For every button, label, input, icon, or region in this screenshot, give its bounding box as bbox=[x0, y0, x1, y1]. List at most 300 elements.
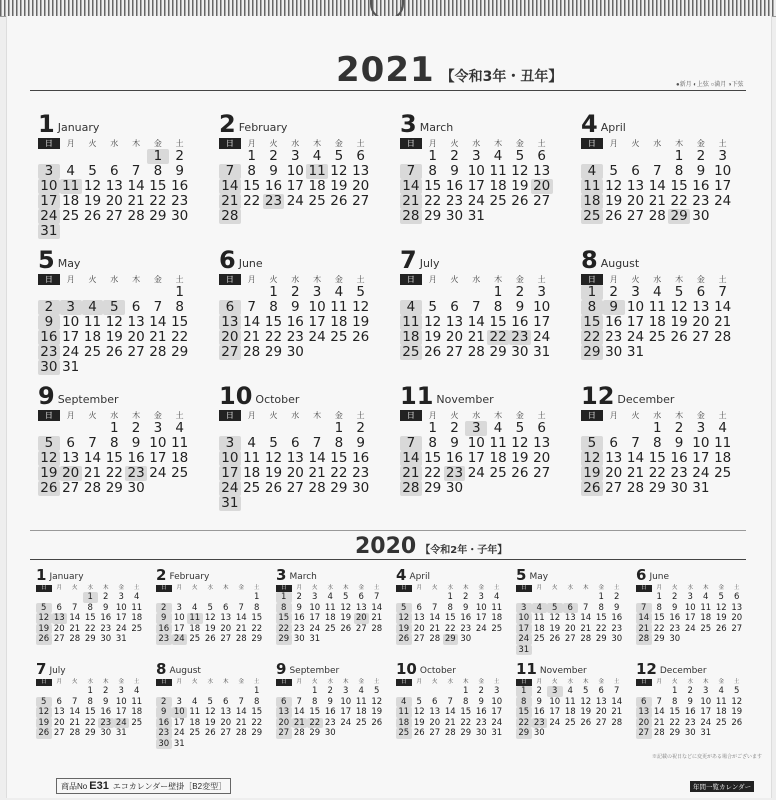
day-cell: 11 bbox=[83, 314, 102, 330]
day-cell: 17 bbox=[516, 624, 532, 635]
empty-cell bbox=[125, 360, 147, 375]
empty-cell bbox=[187, 592, 203, 603]
weekday-label: 金 bbox=[515, 275, 524, 284]
weekday-label: 水 bbox=[110, 411, 119, 420]
day-cell: 15 bbox=[516, 707, 532, 718]
empty-cell bbox=[125, 285, 147, 300]
empty-cell bbox=[82, 496, 104, 511]
weekday-label: 木 bbox=[102, 585, 109, 591]
day-cell: 28 bbox=[467, 344, 485, 360]
day-cell: 18 bbox=[189, 717, 201, 728]
empty-cell bbox=[412, 686, 428, 697]
day-cell: 8 bbox=[428, 435, 437, 451]
empty-cell bbox=[487, 360, 509, 375]
empty-cell bbox=[487, 224, 509, 239]
empty-cell bbox=[636, 686, 652, 697]
day-cell: 3 bbox=[547, 686, 563, 697]
main-year: 2021 bbox=[336, 50, 435, 90]
day-cell: 19 bbox=[549, 623, 561, 634]
month-name: April bbox=[600, 121, 626, 134]
day-cell: 2 bbox=[103, 686, 109, 696]
day-cell: 14 bbox=[83, 450, 102, 466]
day-cell: 15 bbox=[653, 613, 665, 623]
empty-cell bbox=[60, 421, 82, 436]
empty-cell bbox=[67, 686, 83, 697]
day-cell: 22 bbox=[149, 193, 167, 209]
day-cell: 18 bbox=[648, 314, 666, 330]
day-cell: 8 bbox=[175, 299, 184, 315]
month-name: October bbox=[255, 393, 300, 406]
day-cell: 6 bbox=[631, 163, 640, 179]
day-cell: 11 bbox=[189, 707, 201, 717]
day-cell: 26 bbox=[36, 728, 52, 739]
weekday-label: 木 bbox=[582, 585, 589, 591]
day-cell: 8 bbox=[254, 602, 260, 613]
day-cell: 28 bbox=[653, 728, 665, 738]
day-cell: 5 bbox=[38, 436, 60, 451]
day-cell: 12 bbox=[511, 163, 529, 179]
day-cell: 9 bbox=[450, 435, 459, 451]
day-cell: 29 bbox=[84, 728, 96, 738]
empty-cell bbox=[241, 496, 263, 511]
day-cell: 18 bbox=[189, 623, 201, 634]
day-cell: 26 bbox=[511, 465, 529, 481]
day-cell: 11 bbox=[715, 696, 727, 707]
weekday-label: 火 bbox=[311, 585, 318, 591]
empty-cell bbox=[369, 634, 385, 645]
day-cell: 7 bbox=[238, 696, 244, 707]
day-cell: 20 bbox=[429, 717, 441, 728]
day-cell: 30 bbox=[692, 208, 710, 224]
weekday-row bbox=[156, 679, 265, 686]
day-cell: 7 bbox=[432, 602, 438, 613]
day-cell: 23 bbox=[293, 623, 305, 634]
month-november bbox=[516, 662, 625, 749]
empty-cell bbox=[338, 645, 354, 656]
day-cell: 22 bbox=[581, 330, 603, 345]
month-july bbox=[36, 662, 145, 749]
day-cell: 25 bbox=[714, 465, 732, 481]
weekday-label: 木 bbox=[494, 411, 503, 420]
weekday-label: 月 bbox=[56, 585, 62, 591]
empty-cell bbox=[60, 224, 82, 239]
day-cell: 24 bbox=[684, 623, 696, 634]
day-cell: 15 bbox=[84, 707, 96, 717]
empty-cell bbox=[400, 224, 422, 239]
day-cell: 9 bbox=[463, 602, 469, 613]
day-cell: 9 bbox=[156, 613, 172, 624]
day-cell: 21 bbox=[626, 465, 645, 481]
empty-cell bbox=[547, 728, 563, 739]
day-cell: 26 bbox=[340, 623, 352, 634]
day-cell: 27 bbox=[595, 717, 607, 728]
day-cell: 29 bbox=[309, 728, 321, 738]
empty-cell bbox=[328, 360, 350, 375]
day-cell: 27 bbox=[636, 728, 652, 739]
empty-cell bbox=[636, 592, 652, 603]
day-cell: 25 bbox=[131, 623, 143, 634]
weekday-label: 水 bbox=[567, 679, 573, 685]
weekday-label: 水 bbox=[653, 139, 662, 148]
weekday-label: 金 bbox=[515, 139, 524, 148]
empty-cell bbox=[354, 728, 370, 739]
main-year-era: 【令和3年・丑年】 bbox=[440, 69, 563, 85]
month-number: 2 bbox=[156, 566, 167, 584]
day-cell: 8 bbox=[109, 435, 119, 451]
weekday-label: 土 bbox=[537, 275, 546, 284]
day-cell: 30 bbox=[293, 634, 305, 644]
empty-cell bbox=[98, 645, 114, 656]
day-cell: 18 bbox=[533, 623, 545, 634]
day-cell: 3 bbox=[696, 420, 706, 436]
day-grid bbox=[38, 285, 191, 375]
empty-cell bbox=[427, 645, 443, 656]
month-header bbox=[219, 112, 372, 136]
day-cell: 21 bbox=[235, 623, 247, 634]
weekday-label: 土 bbox=[718, 275, 727, 284]
day-cell: 17 bbox=[467, 178, 485, 194]
day-cell: 11 bbox=[714, 435, 732, 451]
empty-cell bbox=[38, 421, 60, 436]
empty-cell bbox=[400, 421, 422, 436]
day-cell: 20 bbox=[53, 623, 65, 634]
day-cell: 3 bbox=[718, 148, 727, 164]
day-cell: 23 bbox=[692, 193, 710, 209]
day-cell: 2 bbox=[156, 697, 172, 708]
day-cell: 29 bbox=[489, 344, 507, 360]
weekday-label: 水 bbox=[291, 139, 300, 148]
empty-cell bbox=[218, 739, 234, 750]
empty-cell bbox=[578, 645, 594, 656]
month-number: 5 bbox=[38, 246, 55, 274]
empty-cell bbox=[354, 634, 370, 645]
month-name: June bbox=[649, 572, 670, 582]
day-cell: 23 bbox=[460, 623, 472, 634]
day-cell: 28 bbox=[127, 208, 145, 224]
day-cell: 25 bbox=[324, 623, 336, 634]
month-header bbox=[400, 112, 553, 136]
day-cell: 14 bbox=[400, 179, 422, 194]
weekday-label: 日 bbox=[581, 410, 603, 421]
day-cell: 20 bbox=[595, 707, 607, 717]
empty-cell bbox=[668, 224, 690, 239]
weekday-label: 水 bbox=[207, 679, 213, 685]
day-cell: 6 bbox=[537, 420, 546, 436]
empty-cell bbox=[625, 360, 647, 375]
day-cell: 27 bbox=[276, 728, 292, 739]
empty-cell bbox=[581, 360, 603, 375]
empty-cell bbox=[369, 739, 385, 750]
month-name: March bbox=[419, 121, 454, 134]
day-cell: 30 bbox=[171, 208, 189, 224]
day-cell: 8 bbox=[674, 163, 684, 179]
empty-cell bbox=[712, 209, 734, 224]
day-cell: 14 bbox=[429, 613, 441, 623]
day-cell: 22 bbox=[595, 623, 607, 634]
empty-cell bbox=[516, 739, 532, 750]
day-cell: 1 bbox=[254, 686, 260, 696]
day-cell: 29 bbox=[669, 728, 681, 738]
day-cell: 10 bbox=[149, 435, 167, 451]
empty-cell bbox=[169, 224, 191, 239]
day-cell: 26 bbox=[204, 728, 216, 738]
weekday-label: 水 bbox=[472, 275, 481, 284]
month-june bbox=[219, 248, 372, 375]
day-cell: 25 bbox=[189, 634, 201, 644]
empty-cell bbox=[690, 224, 712, 239]
empty-cell bbox=[219, 360, 241, 375]
month-header bbox=[400, 384, 553, 408]
weekday-label: 金 bbox=[334, 411, 343, 420]
day-cell: 23 bbox=[156, 728, 172, 739]
day-cell: 11 bbox=[131, 602, 143, 613]
weekday-label: 月 bbox=[66, 275, 75, 284]
empty-cell bbox=[712, 224, 734, 239]
weekday-label: 木 bbox=[675, 411, 684, 420]
weekday-label: 金 bbox=[118, 585, 124, 591]
empty-cell bbox=[422, 285, 444, 300]
weekday-label: 木 bbox=[462, 585, 469, 591]
main-title-rule bbox=[30, 90, 746, 91]
day-cell: 6 bbox=[356, 148, 365, 164]
empty-cell bbox=[82, 360, 104, 375]
day-cell: 6 bbox=[358, 592, 364, 602]
month-header bbox=[156, 568, 265, 583]
day-cell: 10 bbox=[62, 314, 80, 330]
weekday-label: 日 bbox=[636, 585, 652, 592]
day-cell: 2 bbox=[296, 592, 302, 602]
empty-cell bbox=[147, 360, 169, 375]
day-grid bbox=[219, 285, 372, 375]
day-cell: 22 bbox=[105, 465, 123, 481]
day-cell: 28 bbox=[219, 209, 241, 224]
day-cell: 21 bbox=[219, 194, 241, 209]
empty-cell bbox=[354, 739, 370, 750]
day-cell: 4 bbox=[718, 420, 727, 436]
day-cell: 8 bbox=[516, 697, 532, 708]
weekday-label: 土 bbox=[356, 411, 365, 420]
day-cell: 1 bbox=[269, 284, 278, 300]
day-cell: 16 bbox=[324, 707, 336, 717]
day-cell: 3 bbox=[465, 421, 487, 436]
day-cell: 19 bbox=[715, 613, 727, 623]
day-cell: 31 bbox=[219, 496, 241, 511]
day-cell: 25 bbox=[189, 728, 201, 738]
day-cell: 28 bbox=[400, 209, 422, 224]
empty-cell bbox=[400, 360, 422, 375]
day-cell: 5 bbox=[269, 435, 278, 451]
day-cell: 9 bbox=[38, 315, 60, 330]
day-cell: 1 bbox=[672, 686, 678, 696]
day-cell: 19 bbox=[581, 466, 603, 481]
month-number: 8 bbox=[581, 246, 598, 274]
day-cell: 27 bbox=[355, 623, 367, 634]
day-cell: 20 bbox=[352, 178, 370, 194]
day-cell: 5 bbox=[36, 697, 52, 708]
empty-cell bbox=[683, 739, 699, 750]
day-cell: 13 bbox=[636, 707, 652, 718]
day-cell: 2 bbox=[131, 420, 141, 436]
month-april bbox=[581, 112, 734, 239]
product-prefix: 商品No bbox=[61, 781, 88, 791]
month-header bbox=[219, 248, 372, 272]
day-cell: 20 bbox=[533, 450, 551, 466]
day-cell: 26 bbox=[424, 344, 442, 360]
day-cell: 25 bbox=[491, 623, 503, 634]
day-grid bbox=[219, 149, 372, 239]
day-cell: 16 bbox=[171, 178, 189, 194]
weekday-label: 月 bbox=[66, 411, 75, 420]
empty-cell bbox=[729, 739, 745, 750]
day-grid bbox=[219, 421, 372, 511]
day-cell: 31 bbox=[516, 645, 532, 656]
day-cell: 5 bbox=[207, 696, 213, 707]
day-cell: 14 bbox=[626, 450, 645, 466]
day-cell: 10 bbox=[626, 299, 645, 315]
empty-cell bbox=[369, 728, 385, 739]
weekday-label: 火 bbox=[631, 139, 640, 148]
weekday-label: 金 bbox=[478, 585, 484, 591]
empty-cell bbox=[60, 285, 82, 300]
day-cell: 20 bbox=[220, 623, 232, 634]
day-cell: 19 bbox=[340, 613, 352, 623]
empty-cell bbox=[306, 224, 328, 239]
day-cell: 5 bbox=[718, 592, 724, 602]
day-cell: 9 bbox=[131, 435, 141, 451]
weekday-label: 月 bbox=[609, 411, 618, 420]
empty-cell bbox=[532, 592, 548, 603]
empty-cell bbox=[203, 686, 219, 697]
month-header bbox=[38, 384, 191, 408]
empty-cell bbox=[147, 285, 169, 300]
day-cell: 2 bbox=[103, 592, 109, 602]
moon-legend: ●新月 ◐上弦 ○満月 ◑下弦 bbox=[676, 82, 744, 88]
month-number: 5 bbox=[516, 566, 527, 584]
empty-cell bbox=[714, 739, 730, 750]
day-cell: 4 bbox=[192, 696, 198, 707]
sub-title-rule bbox=[30, 559, 746, 560]
month-number: 10 bbox=[396, 660, 417, 678]
day-cell: 11 bbox=[700, 602, 712, 613]
day-cell: 29 bbox=[264, 344, 283, 360]
weekday-label: 金 bbox=[153, 139, 162, 148]
month-february bbox=[219, 112, 372, 239]
day-cell: 19 bbox=[371, 707, 383, 717]
day-cell: 3 bbox=[537, 284, 546, 300]
empty-cell bbox=[532, 645, 548, 656]
day-cell: 13 bbox=[220, 707, 232, 717]
month-number: 6 bbox=[636, 566, 647, 584]
day-cell: 4 bbox=[581, 164, 603, 179]
day-cell: 20 bbox=[636, 718, 652, 729]
day-cell: 6 bbox=[609, 435, 618, 451]
weekday-label: 金 bbox=[153, 411, 162, 420]
empty-cell bbox=[646, 224, 668, 239]
day-cell: 26 bbox=[36, 634, 52, 645]
day-cell: 18 bbox=[308, 178, 326, 194]
day-cell: 7 bbox=[614, 686, 620, 696]
day-cell: 23 bbox=[445, 193, 464, 209]
weekday-label: 日 bbox=[400, 410, 422, 421]
weekday-label: 土 bbox=[253, 679, 260, 685]
day-grid bbox=[581, 149, 734, 239]
weekday-label: 木 bbox=[702, 585, 709, 591]
empty-cell bbox=[509, 481, 531, 496]
month-september bbox=[276, 662, 385, 749]
day-cell: 2 bbox=[269, 148, 278, 164]
weekday-row bbox=[400, 274, 553, 285]
day-cell: 31 bbox=[62, 359, 80, 375]
day-cell: 17 bbox=[626, 314, 645, 330]
day-cell: 7 bbox=[238, 602, 244, 613]
day-cell: 30 bbox=[352, 480, 370, 496]
empty-cell bbox=[172, 645, 188, 656]
month-number: 1 bbox=[38, 110, 55, 138]
day-cell: 11 bbox=[306, 164, 328, 179]
empty-cell bbox=[284, 496, 306, 511]
day-cell: 3 bbox=[219, 436, 241, 451]
day-cell: 21 bbox=[653, 717, 665, 728]
empty-cell bbox=[241, 285, 263, 300]
day-cell: 26 bbox=[715, 623, 727, 634]
weekday-label: 土 bbox=[733, 585, 740, 591]
weekday-label: 木 bbox=[313, 275, 322, 284]
day-cell: 18 bbox=[700, 613, 712, 623]
empty-cell bbox=[169, 481, 191, 496]
day-cell: 17 bbox=[62, 329, 80, 345]
empty-cell bbox=[38, 285, 60, 300]
empty-cell bbox=[563, 728, 579, 739]
empty-cell bbox=[444, 496, 466, 511]
day-cell: 28 bbox=[371, 623, 383, 634]
day-cell: 16 bbox=[293, 613, 305, 623]
day-grid bbox=[636, 686, 745, 749]
weekday-label: 金 bbox=[238, 679, 244, 685]
day-cell: 30 bbox=[684, 728, 696, 738]
sub-year-title bbox=[355, 534, 507, 559]
day-cell: 19 bbox=[352, 314, 370, 330]
day-cell: 20 bbox=[220, 717, 232, 728]
empty-cell bbox=[636, 739, 652, 750]
empty-cell bbox=[729, 634, 745, 645]
day-cell: 8 bbox=[428, 163, 437, 179]
day-cell: 23 bbox=[669, 623, 681, 634]
day-cell: 4 bbox=[66, 163, 75, 179]
day-cell: 28 bbox=[293, 728, 305, 738]
empty-cell bbox=[509, 209, 531, 224]
weekday-label: 水 bbox=[447, 679, 453, 685]
weekday-label: 月 bbox=[296, 585, 302, 591]
day-cell: 2 bbox=[696, 148, 706, 164]
month-header bbox=[516, 568, 625, 583]
empty-cell bbox=[338, 728, 354, 739]
weekday-label: 日 bbox=[636, 679, 652, 686]
day-cell: 30 bbox=[324, 728, 336, 738]
day-cell: 27 bbox=[626, 208, 645, 224]
day-cell: 6 bbox=[598, 686, 604, 696]
day-cell: 24 bbox=[114, 718, 130, 729]
empty-cell bbox=[422, 224, 444, 239]
day-cell: 26 bbox=[580, 717, 592, 728]
day-cell: 12 bbox=[340, 602, 352, 613]
empty-cell bbox=[412, 645, 428, 656]
day-cell: 2 bbox=[356, 420, 365, 436]
weekday-label: 木 bbox=[582, 679, 589, 685]
weekday-label: 木 bbox=[102, 679, 109, 685]
day-cell: 22 bbox=[424, 193, 442, 209]
weekday-row bbox=[516, 679, 625, 686]
day-cell: 27 bbox=[692, 329, 710, 345]
